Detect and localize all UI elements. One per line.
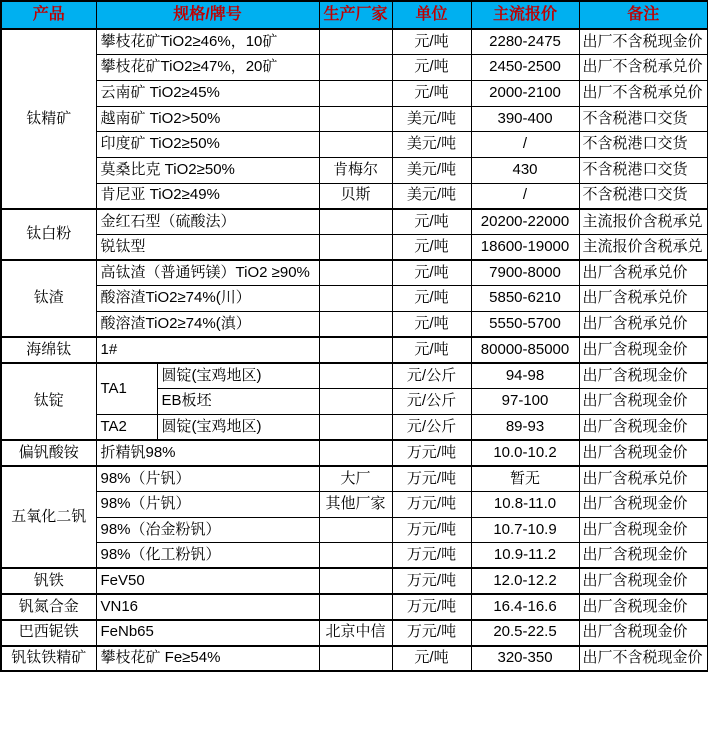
price-cell: 10.7-10.9 <box>471 517 579 543</box>
unit-cell: 元/吨 <box>392 337 471 363</box>
col-header-maker: 生产厂家 <box>319 1 392 29</box>
col-header-note: 备注 <box>579 1 708 29</box>
maker-cell <box>319 106 392 132</box>
price-cell: 20200-22000 <box>471 209 579 235</box>
grade-cell: TA1 <box>96 363 157 414</box>
product-cell: 海绵钛 <box>1 337 96 363</box>
unit-cell: 万元/吨 <box>392 466 471 492</box>
maker-cell <box>319 337 392 363</box>
product-cell: 钒钛铁精矿 <box>1 646 96 672</box>
price-cell: 10.9-11.2 <box>471 543 579 569</box>
maker-cell <box>319 594 392 620</box>
spec-cell: 金红石型（硫酸法） <box>96 209 319 235</box>
note-cell: 出厂不含税现金价 <box>579 646 708 672</box>
table-row <box>1 209 708 235</box>
product-cell: 偏钒酸铵 <box>1 440 96 466</box>
note-cell: 出厂含税现金价 <box>579 337 708 363</box>
price-cell: 12.0-12.2 <box>471 568 579 594</box>
product-cell: 巴西铌铁 <box>1 620 96 646</box>
unit-cell: 元/吨 <box>392 55 471 81</box>
table-row <box>1 440 708 466</box>
unit-cell: 元/吨 <box>392 29 471 55</box>
maker-cell <box>319 55 392 81</box>
maker-cell <box>319 646 392 672</box>
maker-cell <box>319 260 392 286</box>
unit-cell: 美元/吨 <box>392 106 471 132</box>
product-cell: 五氧化二钒 <box>1 466 96 569</box>
price-cell: 5850-6210 <box>471 286 579 312</box>
price-cell: 89-93 <box>471 414 579 440</box>
maker-cell: 北京中信 <box>319 620 392 646</box>
spec-cell: 莫桑比克 TiO2≥50% <box>96 157 319 183</box>
product-cell: 钒铁 <box>1 568 96 594</box>
header-row <box>1 1 708 29</box>
unit-cell: 元/公斤 <box>392 389 471 415</box>
spec-cell: 酸溶渣TiO2≥74%(滇） <box>96 312 319 338</box>
unit-cell: 元/吨 <box>392 80 471 106</box>
price-cell: 390-400 <box>471 106 579 132</box>
table-row <box>1 235 708 261</box>
subspec-cell: EB板坯 <box>157 389 319 415</box>
unit-cell: 万元/吨 <box>392 517 471 543</box>
price-cell: 5550-5700 <box>471 312 579 338</box>
table-row <box>1 543 708 569</box>
table-row <box>1 132 708 158</box>
table-row <box>1 646 708 672</box>
col-header-price: 主流报价 <box>471 1 579 29</box>
col-header-unit: 单位 <box>392 1 471 29</box>
maker-cell: 大厂 <box>319 466 392 492</box>
product-cell: 钛白粉 <box>1 209 96 260</box>
note-cell: 不含税港口交货 <box>579 157 708 183</box>
subspec-cell: 圆锭(宝鸡地区) <box>157 363 319 389</box>
note-cell: 出厂含税现金价 <box>579 491 708 517</box>
note-cell: 出厂含税承兑价 <box>579 286 708 312</box>
spec-cell: FeNb65 <box>96 620 319 646</box>
spec-cell: 攀枝花矿TiO2≥47%，20矿 <box>96 55 319 81</box>
spec-cell: 印度矿 TiO2≥50% <box>96 132 319 158</box>
note-cell: 出厂含税承兑价 <box>579 312 708 338</box>
note-cell: 不含税港口交货 <box>579 183 708 209</box>
price-cell: 7900-8000 <box>471 260 579 286</box>
maker-cell <box>319 80 392 106</box>
table-row <box>1 363 708 389</box>
price-cell: 80000-85000 <box>471 337 579 363</box>
product-cell: 钒氮合金 <box>1 594 96 620</box>
unit-cell: 元/吨 <box>392 646 471 672</box>
col-header-spec: 规格/牌号 <box>96 1 319 29</box>
maker-cell <box>319 414 392 440</box>
maker-cell: 其他厂家 <box>319 491 392 517</box>
note-cell: 不含税港口交货 <box>579 132 708 158</box>
price-cell: 2450-2500 <box>471 55 579 81</box>
note-cell: 不含税港口交货 <box>579 106 708 132</box>
note-cell: 出厂含税现金价 <box>579 543 708 569</box>
price-cell: 94-98 <box>471 363 579 389</box>
table-row <box>1 517 708 543</box>
table-row <box>1 55 708 81</box>
price-cell: / <box>471 183 579 209</box>
table-row <box>1 414 708 440</box>
subspec-cell: 圆锭(宝鸡地区) <box>157 414 319 440</box>
price-cell: 2000-2100 <box>471 80 579 106</box>
unit-cell: 美元/吨 <box>392 157 471 183</box>
unit-cell: 万元/吨 <box>392 568 471 594</box>
note-cell: 出厂不含税承兑价 <box>579 55 708 81</box>
maker-cell <box>319 568 392 594</box>
unit-cell: 元/吨 <box>392 260 471 286</box>
note-cell: 出厂含税现金价 <box>579 568 708 594</box>
maker-cell: 肯梅尔 <box>319 157 392 183</box>
maker-cell: 贝斯 <box>319 183 392 209</box>
unit-cell: 万元/吨 <box>392 620 471 646</box>
note-cell: 出厂含税现金价 <box>579 517 708 543</box>
table-row <box>1 312 708 338</box>
table-row <box>1 568 708 594</box>
price-cell: 10.8-11.0 <box>471 491 579 517</box>
table-row <box>1 594 708 620</box>
unit-cell: 万元/吨 <box>392 543 471 569</box>
unit-cell: 元/公斤 <box>392 363 471 389</box>
spec-cell: VN16 <box>96 594 319 620</box>
unit-cell: 元/公斤 <box>392 414 471 440</box>
table-row <box>1 286 708 312</box>
unit-cell: 元/吨 <box>392 235 471 261</box>
table-row <box>1 80 708 106</box>
table-row <box>1 157 708 183</box>
maker-cell <box>319 286 392 312</box>
note-cell: 出厂含税现金价 <box>579 363 708 389</box>
maker-cell <box>319 389 392 415</box>
note-cell: 出厂含税现金价 <box>579 440 708 466</box>
maker-cell <box>319 363 392 389</box>
price-cell: 18600-19000 <box>471 235 579 261</box>
maker-cell <box>319 235 392 261</box>
note-cell: 出厂含税现金价 <box>579 389 708 415</box>
note-cell: 出厂含税现金价 <box>579 414 708 440</box>
table-row <box>1 183 708 209</box>
maker-cell <box>319 440 392 466</box>
table-row <box>1 466 708 492</box>
price-cell: 320-350 <box>471 646 579 672</box>
table-row <box>1 29 708 55</box>
spec-cell: 攀枝花矿TiO2≥46%，10矿 <box>96 29 319 55</box>
price-cell: 430 <box>471 157 579 183</box>
spec-cell: 98%（化工粉钒） <box>96 543 319 569</box>
spec-cell: 98%（冶金粉钒） <box>96 517 319 543</box>
product-cell: 钛渣 <box>1 260 96 337</box>
unit-cell: 元/吨 <box>392 209 471 235</box>
note-cell: 主流报价含税承兑 <box>579 235 708 261</box>
unit-cell: 元/吨 <box>392 312 471 338</box>
spec-cell: 越南矿 TiO2>50% <box>96 106 319 132</box>
table-row <box>1 337 708 363</box>
maker-cell <box>319 543 392 569</box>
note-cell: 出厂不含税现金价 <box>579 29 708 55</box>
spec-cell: FeV50 <box>96 568 319 594</box>
product-cell: 钛锭 <box>1 363 96 440</box>
table-row <box>1 106 708 132</box>
maker-cell <box>319 312 392 338</box>
spec-cell: 锐钛型 <box>96 235 319 261</box>
price-cell: 2280-2475 <box>471 29 579 55</box>
spec-cell: 高钛渣（普通钙镁）TiO2 ≥90% <box>96 260 319 286</box>
unit-cell: 万元/吨 <box>392 491 471 517</box>
note-cell: 出厂含税现金价 <box>579 620 708 646</box>
note-cell: 出厂不含税承兑价 <box>579 80 708 106</box>
spec-cell: 攀枝花矿 Fe≥54% <box>96 646 319 672</box>
note-cell: 出厂含税承兑价 <box>579 260 708 286</box>
table-row <box>1 491 708 517</box>
unit-cell: 元/吨 <box>392 286 471 312</box>
note-cell: 出厂含税现金价 <box>579 594 708 620</box>
price-cell: 97-100 <box>471 389 579 415</box>
spec-cell: 98%（片钒） <box>96 491 319 517</box>
spec-cell: 云南矿 TiO2≥45% <box>96 80 319 106</box>
price-cell: 16.4-16.6 <box>471 594 579 620</box>
spec-cell: 1# <box>96 337 319 363</box>
table-row <box>1 260 708 286</box>
note-cell: 出厂含税承兑价 <box>579 466 708 492</box>
maker-cell <box>319 132 392 158</box>
unit-cell: 美元/吨 <box>392 183 471 209</box>
note-cell: 主流报价含税承兑 <box>579 209 708 235</box>
unit-cell: 美元/吨 <box>392 132 471 158</box>
spec-cell: 折精钒98% <box>96 440 319 466</box>
spec-cell: 肯尼亚 TiO2≥49% <box>96 183 319 209</box>
unit-cell: 万元/吨 <box>392 594 471 620</box>
table-row <box>1 620 708 646</box>
price-cell: 暂无 <box>471 466 579 492</box>
price-cell: 20.5-22.5 <box>471 620 579 646</box>
maker-cell <box>319 517 392 543</box>
grade-cell: TA2 <box>96 414 157 440</box>
maker-cell <box>319 29 392 55</box>
spec-cell: 98%（片钒） <box>96 466 319 492</box>
product-cell: 钛精矿 <box>1 29 96 209</box>
spec-cell: 酸溶渣TiO2≥74%(川） <box>96 286 319 312</box>
unit-cell: 万元/吨 <box>392 440 471 466</box>
price-cell: 10.0-10.2 <box>471 440 579 466</box>
col-header-product: 产品 <box>1 1 96 29</box>
price-cell: / <box>471 132 579 158</box>
maker-cell <box>319 209 392 235</box>
